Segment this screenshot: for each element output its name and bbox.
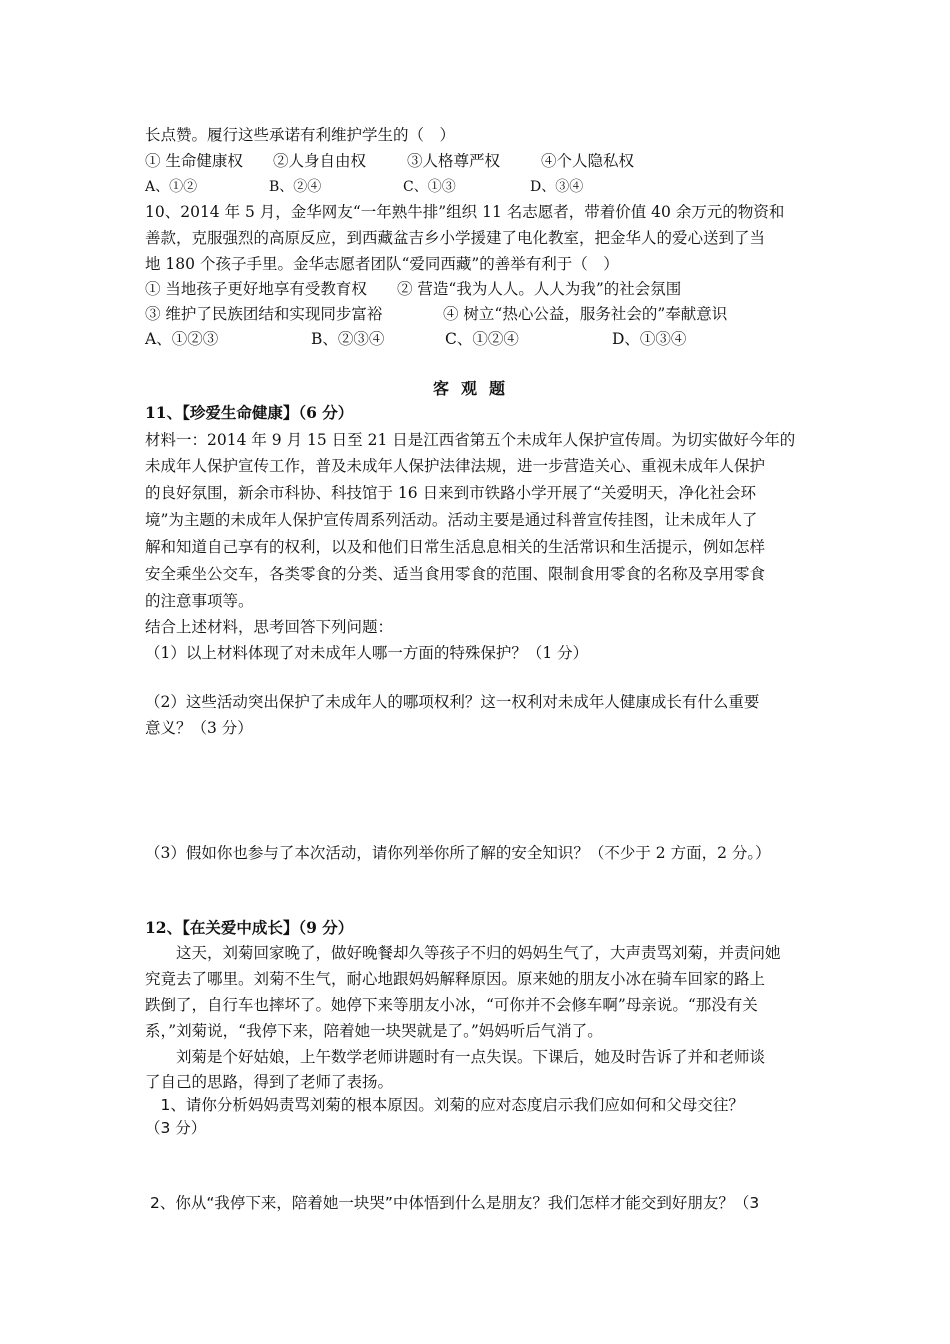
q11-material-line: 安全乘坐公交车，各类零食的分类、适当食用零食的范围、限制食用零食的名称及享用零食	[145, 565, 766, 583]
q11-question-1: （1）以上材料体现了对未成年人哪一方面的特殊保护？（1 分）	[145, 644, 589, 662]
q9-item: ②人身自由权	[273, 152, 367, 170]
q9-option-a: A、①②	[145, 179, 198, 195]
q10-option-d: D、①③④	[612, 330, 687, 348]
q9-item: ① 生命健康权	[145, 152, 243, 170]
q11-material-line: 的良好氛围，新余市科协、科技馆于 16 日来到市铁路小学开展了“关爱明天，净化社会环	[145, 484, 757, 502]
q10-option-c: C、①②④	[445, 330, 519, 348]
q11-title: 11、【珍爱生命健康】（6 分）	[145, 403, 354, 422]
q12-story-line: 究竟去了哪里。刘菊不生气，耐心地跟妈妈解释原因。原来她的朋友小冰在骑车回家的路上	[145, 970, 766, 988]
q12-story-line: 这天，刘菊回家晚了，做好晚餐却久等孩子不归的妈妈生气了，大声责骂刘菊，并责问她	[145, 944, 781, 962]
q12-story-line: 了自己的思路，得到了老师了表扬。	[145, 1073, 394, 1091]
q11-material-line: 境”为主题的未成年人保护宣传周系列活动。活动主要是通过科普宣传挂图，让未成年人了	[145, 511, 758, 529]
q10-option-a: A、①②③	[145, 330, 219, 348]
q10-line-2: 善款，克服强烈的高原反应，到西藏盆吉乡小学援建了电化教室，把金华人的爱心送到了当	[145, 229, 766, 247]
q10-item: ② 营造“我为人人。人人为我”的社会氛围	[397, 280, 682, 298]
q9-option-c: C、①③	[403, 179, 456, 195]
q10-item: ③ 维护了民族团结和实现同步富裕	[145, 305, 383, 323]
q10-option-b: B、②③④	[311, 330, 385, 348]
q11-question-2-line-2: 意义？（3 分）	[145, 719, 253, 737]
q12-story-line: 跌倒了，自行车也摔坏了。她停下来等朋友小冰，“可你并不会修车啊”母亲说。“那没有关	[145, 996, 758, 1014]
q10-line-3: 地 180 个孩子手里。金华志愿者团队“爱同西藏”的善举有利于（ ）	[145, 255, 619, 273]
q9-option-b: B、②④	[269, 179, 322, 195]
q11-material-line: 解和知道自己享有的权利，以及和他们日常生活息息相关的生活常识和生活提示，例如怎样	[145, 538, 766, 556]
q12-question-1-line-2: （3 分）	[145, 1119, 207, 1137]
q11-material-line: 材料一：2014 年 9 月 15 日至 21 日是江西省第五个未成年人保护宣传周。为切实做好今年的	[145, 431, 796, 449]
section-title: 客观题	[432, 379, 517, 398]
q9-stem-end: 长点赞。履行这些承诺有利维护学生的（ ）	[145, 126, 456, 144]
q12-question-1-line-1: 1、请你分析妈妈责骂刘菊的根本原因。刘菊的应对态度启示我们应如何和父母交往？	[145, 1096, 744, 1114]
q12-story-line: 系，”刘菊说，“我停下来，陪着她一块哭就是了。”妈妈听后气消了。	[145, 1022, 603, 1040]
q11-material-line: 未成年人保护宣传工作，普及未成年人保护法律法规，进一步营造关心、重视未成年人保护	[145, 457, 766, 475]
q9-item: ④个人隐私权	[541, 152, 635, 170]
q12-question-2: 2、你从“我停下来，陪着她一块哭”中体悟到什么是朋友？我们怎样才能交到好朋友？（3	[150, 1194, 760, 1212]
q9-option-d: D、③④	[530, 179, 584, 195]
q11-prompt: 结合上述材料，思考回答下列问题：	[145, 618, 394, 636]
q12-story-line: 刘菊是个好姑娘，上午数学老师讲题时有一点失误。下课后，她及时告诉了并和老师谈	[145, 1048, 766, 1066]
q12-title: 12、【在关爱中成长】（9 分）	[145, 918, 354, 937]
q10-line-1: 10、2014 年 5 月，金华网友“一年熟牛排”组织 11 名志愿者，带着价值 40 余万元的物资和	[145, 203, 785, 221]
q10-item: ④ 树立“热心公益，服务社会的”奉献意识	[443, 305, 728, 323]
q10-item: ① 当地孩子更好地享有受教育权	[145, 280, 367, 298]
q11-question-3: （3）假如你也参与了本次活动，请你列举你所了解的安全知识？（不少于 2 方面，2 分。）	[145, 844, 771, 862]
q9-item: ③人格尊严权	[407, 152, 501, 170]
q11-material-line: 的注意事项等。	[145, 592, 254, 610]
q11-question-2-line-1: （2）这些活动突出保护了未成年人的哪项权利？这一权利对未成年人健康成长有什么重要	[145, 693, 760, 711]
